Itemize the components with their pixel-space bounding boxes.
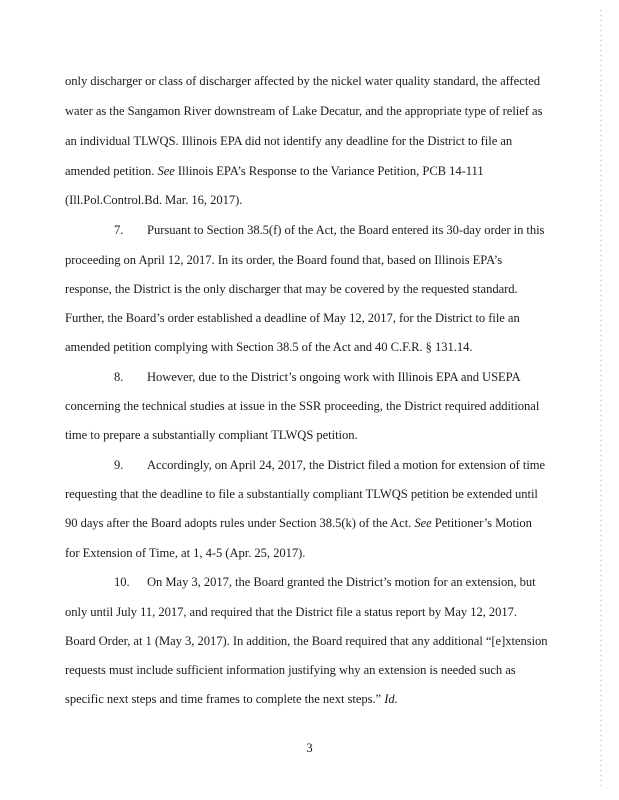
citation-signal: Id. bbox=[384, 692, 398, 706]
text-line-10: amended petition complying with Section 38.5 of the Act and 40 C.F.R. § 131.14. bbox=[65, 340, 473, 354]
paragraph-10-start: 10. On May 3, 2017, the Board granted the District’s motion for an extension, but bbox=[114, 575, 536, 589]
paragraph-number: 10. bbox=[114, 575, 130, 589]
text-line-13: time to prepare a substantially compliant TLWQS petition. bbox=[65, 428, 358, 442]
paragraph-7-start: 7. Pursuant to Section 38.5(f) of the Act, the Board entered its 30-day order in this bbox=[114, 223, 545, 237]
text-line-7: proceeding on April 12, 2017. In its order, the Board found that, based on Illinois EPA’s bbox=[65, 253, 503, 267]
page-number: 3 bbox=[306, 741, 313, 755]
text-line-20: Board Order, at 1 (May 3, 2017). In addition, the Board required that any additional “[e]xtension bbox=[65, 634, 548, 648]
paragraph-number: 9. bbox=[114, 458, 124, 472]
text-line-17: for Extension of Time, at 1, 4-5 (Apr. 25, 2017). bbox=[65, 546, 306, 560]
scan-edge-dots bbox=[600, 8, 602, 788]
text-line-5: (Ill.Pol.Control.Bd. Mar. 16, 2017). bbox=[65, 193, 243, 207]
text-line-4: amended petition. See Illinois EPA’s Response to the Variance Petition, PCB 14-111 bbox=[65, 164, 484, 178]
text-line-22: specific next steps and time frames to complete the next steps.” Id. bbox=[65, 692, 398, 706]
text-line-12: concerning the technical studies at issue in the SSR proceeding, the District required additional bbox=[65, 399, 540, 413]
text-line-1: only discharger or class of discharger affected by the nickel water quality standard, the affected bbox=[65, 74, 540, 88]
text-line-9: Further, the Board’s order established a deadline of May 12, 2017, for the District to file an bbox=[65, 311, 520, 325]
paragraph-number: 8. bbox=[114, 370, 124, 384]
text-line-8: response, the District is the only discharger that may be covered by the requested standard. bbox=[65, 282, 518, 296]
text-line-3: an individual TLWQS. Illinois EPA did not identify any deadline for the District to file an bbox=[65, 134, 513, 148]
paragraph-9-start: 9. Accordingly, on April 24, 2017, the District filed a motion for extension of time bbox=[114, 458, 546, 472]
text-line-15: requesting that the deadline to file a substantially compliant TLWQS petition be extended until bbox=[65, 487, 538, 501]
text-line-21: requests must include sufficient information justifying why an extension is needed such as bbox=[65, 663, 516, 677]
text-line-2: water as the Sangamon River downstream of Lake Decatur, and the appropriate type of relief as bbox=[65, 104, 543, 118]
paragraph-number: 7. bbox=[114, 223, 124, 237]
citation-signal: See bbox=[414, 516, 432, 530]
citation-signal: See bbox=[157, 164, 175, 178]
text-line-19: only until July 11, 2017, and required that the District file a status report by May 12, 2017. bbox=[65, 605, 517, 619]
paragraph-8-start: 8. However, due to the District’s ongoing work with Illinois EPA and USEPA bbox=[114, 370, 521, 384]
text-line-16: 90 days after the Board adopts rules under Section 38.5(k) of the Act. See Petitioner’s Motion bbox=[65, 516, 532, 530]
